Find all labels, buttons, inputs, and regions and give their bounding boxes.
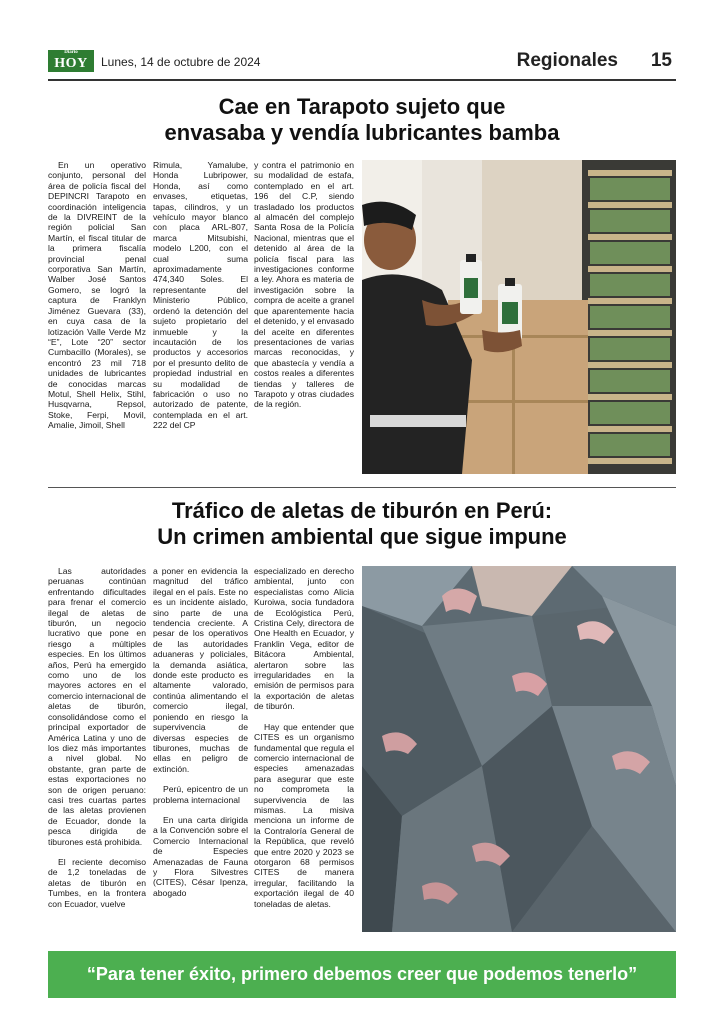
article1-headline-line1: Cae en Tarapoto sujeto que — [218, 94, 506, 119]
article1-col3-text: y contra el patrimonio en su modalidad de estafa, contemplado en el art. 196 del C.P, siendo trasladado los productos al almacén del complejo Santa Rosa de la Policía Nacional, mientras que el detenido al área de la policía fiscal para las investigaciones conforme a ley. Ahora es materia de investigación sobre la compra de aceite a granel que aparentemente hacia el detenido, y el envasado del aceite en diferentes presentaciones de varias marcas reconocidas, y que abastecía y vendía a costos reales a diferentes tiendas y talleres de Tarapoto y otras ciudades de la región. — [254, 160, 354, 410]
article2-column-3 — [254, 566, 354, 909]
article2-col1-paragraph-2: El reciente decomiso de 1,2 toneladas de aletas de tiburón en Tumbes, en la frontera con Ecuador, vuelve — [48, 856, 146, 909]
article-divider — [48, 487, 676, 488]
article1-col2-text: Rimula, Yamalube, Honda Lubripower, Honda, así como envases, etiquetas, tapas, cilindros, y un vehículo mayor blanco con placa ARL-807, marca Mitsubishi, modelo L200, con el cual suma aproximadamente 474,340 Soles. El representante del Ministerio Público, ordenó la detención del sujeto propietario del inmueble y la incautación de los productos y accesorios por el presunto delito de propiedad industrial en su modalidad de fabricación o uso no autorizado de patente, contemplada en el art. 222 del CP — [153, 160, 248, 431]
quote-text: “Para tener éxito, primero debemos creer que podemos tenerlo” — [86, 964, 638, 984]
article2-headline — [48, 498, 676, 550]
article2-col1-paragraph-1: Las autoridades peruanas continúan enfrentando dificultades para frenar el comercio ilegal de aletas de tiburón, un negocio lucrativo que pone en riesgo a múltiples especies. En los últimos años, Perú ha emergido como uno de los mayores actores en el comercio internacional de aletas de tiburón, consolidándose como el principal exportador de América Latina y uno de los diez más importantes a nivel global. No obstante, gran parte de estas exportaciones no son de origen peruano: casi tres cuartas partes de las aletas provienen de Ecuador, donde la pesca dirigida de tiburones está prohibida. — [48, 566, 146, 847]
section-title: Regionales — [516, 50, 618, 71]
article2-headline-line2: Un crimen ambiental que sigue impune — [157, 524, 567, 549]
article2-col2-paragraph-3: En una carta dirigida a la Convención sobre el Comercio Internacional de Especies Amenazadas de Fauna y Flora Silvestres (CITES), César Ipenza, abogado — [153, 814, 248, 898]
article2-column-1 — [48, 566, 146, 909]
article1-photo — [362, 160, 676, 474]
article1-col1-text: En un operativo conjunto, personal del área de policía fiscal del DEPINCRI Tarapoto en coordinación inteligencia de la DIVREINT de la región policial San Martín, el fiscal titular de la primera fiscalía provincial penal corporativa San Martín, Walber José Santos Gomero, se logró la captura de Franklyn Jiménez Guevara (33), en cuya casa de la lotización Valle Verde Mz “E”, Lote “20” sector Cumbacillo (Morales), se encontró 23 mil 718 unidades de lubricantes de conocidas marcas Motul, Shell Helix, Stihl, Husqvarna, Repsol, Stoke, Ferpi, Movil, Amalie, Jimoil, Shell — [48, 160, 146, 431]
header-rule — [48, 79, 676, 81]
article1-headline — [48, 94, 676, 146]
article2-col3-paragraph-1: especializado en derecho ambiental, junto con especialistas como Alicia Kuroiwa, socia fundadora de Ecológistica Perú, Cristina Cely, directora de One Health en Ecuador, y Franklin Vega, editor de Bitácora Ambiental, alertaron sobre las irregularidades en la emisión de permisos para la exportación de aletas de tiburón. — [254, 566, 354, 712]
newspaper-logo — [48, 50, 94, 72]
article1-column-3 — [254, 160, 354, 410]
lubricant-seizure-photo — [362, 160, 676, 474]
article2-photo — [362, 566, 676, 932]
article2-col2-subheading: Perú, epicentro de un problema internacional — [153, 784, 248, 805]
article1-column-2 — [153, 160, 248, 431]
article1-headline-line2: envasaba y vendía lubricantes bamba — [164, 120, 560, 145]
page-header — [48, 46, 676, 78]
logo-big-text: HOY — [54, 56, 88, 71]
article1-column-1 — [48, 160, 146, 431]
logo-small-text: Diario — [64, 50, 78, 55]
article2-col3-paragraph-2: Hay que entender que CITES es un organismo fundamental que regula el comercio internacional de especies amenazadas para asegurar que este no comprometa la supervivencia de las mismas. La misiva menciona un informe de la Contraloría General de la República, que reveló que entre 2020 y 2023 se otorgaron 68 permisos CITES de manera irregular, facilitando la exportación ilegal de 40 toneladas de aletas. — [254, 721, 354, 909]
article2-headline-line1: Tráfico de aletas de tiburón en Perú: — [171, 498, 553, 523]
article2-col2-paragraph-1: a poner en evidencia la magnitud del tráfico ilegal en el país. Este no es un incidente aislado, sino parte de una tendencia creciente. A pesar de los operativos de las autoridades aduaneras y policiales, la demanda asiática, donde este producto es altamente valorado, continúa alimentando el comercio ilegal, poniendo en riesgo la supervivencia de diversas especies de tiburones, muchas de ellas en peligro de extinción. — [153, 566, 248, 774]
shark-fins-photo — [362, 566, 676, 932]
quote-banner — [48, 951, 676, 998]
issue-date: Lunes, 14 de octubre de 2024 — [101, 55, 261, 69]
page-number: 15 — [650, 50, 672, 71]
article2-column-2 — [153, 566, 248, 898]
